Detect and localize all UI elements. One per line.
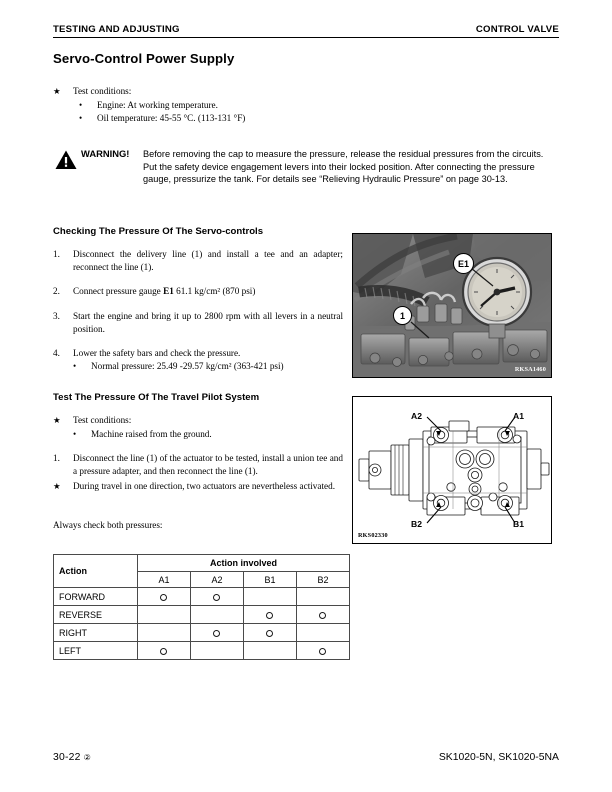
step-number: 1. xyxy=(53,453,60,463)
step-text: Disconnect the line (1) of the actuator to be tested, install a union tee and a pressure adapter, and then reconnect the line (1). xyxy=(73,453,343,477)
gauge-code: E1 xyxy=(163,286,174,297)
section2-body xyxy=(53,414,343,494)
table-col-b2: B2 xyxy=(296,572,349,588)
table-cell-empty xyxy=(296,588,349,606)
section1-steps xyxy=(53,248,343,373)
table-row xyxy=(54,642,350,660)
section2-star-row xyxy=(53,414,343,427)
table-cell-empty xyxy=(243,588,296,606)
diagram-label-a1: A1 xyxy=(513,411,524,421)
table-col-b1: B1 xyxy=(243,572,296,588)
dot-bullet-icon: • xyxy=(79,100,83,110)
table-col-a1: A1 xyxy=(138,572,191,588)
header-right: CONTROL VALVE xyxy=(475,24,559,35)
empty-mark xyxy=(213,611,220,618)
warning-box xyxy=(55,148,559,186)
step-item xyxy=(53,248,343,274)
intro-star-row xyxy=(53,85,483,98)
table-header-row xyxy=(54,555,350,572)
table-cell-empty xyxy=(138,606,191,624)
page-title: Servo-Control Power Supply xyxy=(53,51,235,66)
step-item xyxy=(53,310,343,336)
step-text xyxy=(73,285,343,298)
empty-mark xyxy=(213,647,220,654)
table-cell-empty xyxy=(190,642,243,660)
callout-1-label: 1 xyxy=(399,310,405,321)
footer-page-number xyxy=(53,752,91,763)
dot-bullet-icon: • xyxy=(79,113,83,123)
step-text-part1: Connect pressure gauge xyxy=(73,286,164,297)
header-left: TESTING AND ADJUSTING xyxy=(53,24,180,35)
table-cell-mark xyxy=(296,642,349,660)
table-row xyxy=(54,624,350,642)
dot-bullet-icon: • xyxy=(73,361,77,372)
section2-star-note-row xyxy=(53,480,343,493)
warning-triangle-icon xyxy=(55,148,81,175)
section-heading-servo-controls: Checking The Pressure Of The Servo-controls xyxy=(53,226,264,237)
intro-bullet xyxy=(53,112,483,125)
table-col-a2: A2 xyxy=(190,572,243,588)
step-item xyxy=(53,347,343,360)
table-row xyxy=(54,606,350,624)
empty-mark xyxy=(266,647,273,654)
normal-pressure-text: Normal pressure: 25.49 -29.57 kg/cm² (363-421 psi) xyxy=(91,361,284,372)
empty-mark xyxy=(160,629,167,636)
table-row-label: RIGHT xyxy=(54,624,138,642)
circle-mark-icon xyxy=(160,594,167,601)
table-cell-empty xyxy=(190,606,243,624)
figure-photo-caption: RKSA1460 xyxy=(514,366,546,373)
star-bullet-icon: ★ xyxy=(53,482,61,492)
section2-closing-block xyxy=(53,519,343,532)
step-sub-bullet xyxy=(53,360,343,373)
empty-mark xyxy=(319,629,326,636)
photo-illustration xyxy=(353,234,551,377)
empty-mark xyxy=(266,593,273,600)
table-row xyxy=(54,588,350,606)
diagram-label-b1: B1 xyxy=(513,519,524,529)
diagram-label-b2: B2 xyxy=(411,519,422,529)
dot-bullet-icon: • xyxy=(73,429,77,439)
step-text: Lower the safety bars and check the pressure. xyxy=(73,348,241,359)
step-text-part2: 61.1 kg/cm² (870 psi) xyxy=(173,286,256,297)
table-row-label: FORWARD xyxy=(54,588,138,606)
table-cell-empty xyxy=(296,624,349,642)
step-text: Start the engine and bring it up to 2800 rpm with all levers in a neutral position. xyxy=(73,310,343,334)
warning-label: WARNING! xyxy=(81,148,130,159)
table-cell-mark xyxy=(138,588,191,606)
section2-bullet xyxy=(53,428,343,441)
page-footer xyxy=(53,752,559,763)
intro-block xyxy=(53,85,483,125)
circle-mark-icon xyxy=(213,630,220,637)
running-header xyxy=(53,24,559,38)
section2-star-note: During travel in one direction, two actuators are nevertheless activated. xyxy=(73,481,335,492)
diagram-label-a2: A2 xyxy=(411,411,422,421)
intro-bullet-text: Oil temperature: 45-55 °C. (113-131 °F) xyxy=(97,113,246,123)
always-check-text: Always check both pressures: xyxy=(53,520,163,530)
circle-mark-icon xyxy=(266,612,273,619)
table-cell-mark xyxy=(243,624,296,642)
section-heading-travel-pilot: Test The Pressure Of The Travel Pilot System xyxy=(53,392,260,403)
table-header-action: Action xyxy=(54,555,138,588)
footer-model-numbers: SK1020-5N, SK1020-5NA xyxy=(438,752,559,763)
intro-star-label: Test conditions: xyxy=(73,86,132,96)
intro-bullet-text: Engine: At working temperature. xyxy=(97,100,218,110)
step-item xyxy=(53,452,343,478)
step-number: 1. xyxy=(53,249,60,259)
star-bullet-icon: ★ xyxy=(53,416,61,425)
footer-page-value: 30-22 xyxy=(53,752,81,763)
circle-mark-icon xyxy=(266,630,273,637)
step-number: 2. xyxy=(53,286,60,297)
empty-mark xyxy=(319,593,326,600)
table-cell-mark xyxy=(138,642,191,660)
figure-diagram-caption: RKS02330 xyxy=(358,532,388,539)
intro-bullet xyxy=(53,99,483,112)
star-bullet-icon: ★ xyxy=(53,87,61,96)
footer-revision-mark: ② xyxy=(83,753,92,762)
step-text: Disconnect the delivery line (1) and install a tee and an adapter; reconnect the line (1). xyxy=(73,249,343,273)
circle-mark-icon xyxy=(160,648,167,655)
circle-mark-icon xyxy=(319,648,326,655)
table-header-group: Action involved xyxy=(138,555,350,572)
table-cell-empty xyxy=(243,642,296,660)
callout-1 xyxy=(393,306,412,325)
table-row-label: LEFT xyxy=(54,642,138,660)
section2-star-label: Test conditions: xyxy=(73,415,132,425)
table-row-label: REVERSE xyxy=(54,606,138,624)
figure-diagram-control-valve xyxy=(352,396,552,544)
step-number: 3. xyxy=(53,310,60,321)
callout-e1-label: E1 xyxy=(457,258,469,269)
table-cell-mark xyxy=(190,588,243,606)
table-cell-mark xyxy=(190,624,243,642)
table-cell-empty xyxy=(138,624,191,642)
step-item xyxy=(53,285,343,298)
warning-text: Before removing the cap to measure the pressure, release the residual pressures from the circuits. Put the safety device engagement levers into their locked position. After connecting the pressure gauge, pressurize the tank. For details see “Relieving Hydraulic Pressure” on page 30-13. xyxy=(143,149,544,185)
table-cell-mark xyxy=(296,606,349,624)
table-cell-mark xyxy=(243,606,296,624)
callout-e1 xyxy=(453,253,474,274)
circle-mark-icon xyxy=(213,594,220,601)
step-number: 4. xyxy=(53,348,60,359)
action-involved-table xyxy=(53,554,350,660)
figure-photo-servo-control xyxy=(352,233,552,378)
circle-mark-icon xyxy=(319,612,326,619)
empty-mark xyxy=(160,611,167,618)
section2-bullet-text: Machine raised from the ground. xyxy=(91,429,212,439)
